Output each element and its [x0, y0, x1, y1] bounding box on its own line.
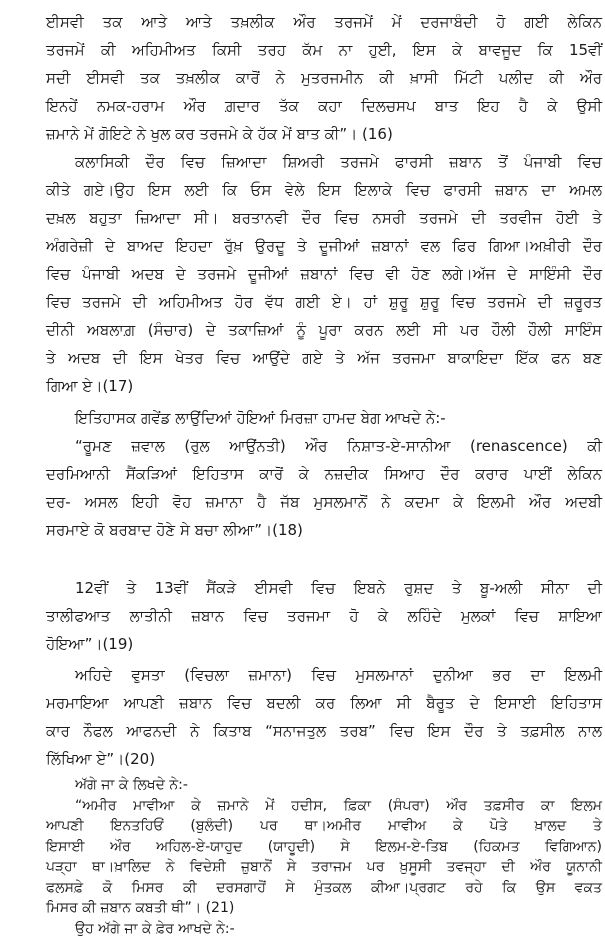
quote-line: ਇਸਾਈ ਔਰ ਅਹਿਲ-ਏ-ਯਾਹੁਦ (ਯਾਹੂਦੀ) ਸੇ ਇਲਮ-ਏ-ਤਿਬ (ਹਿਕਮਤ ਵਿਗਿਆਨ): [46, 838, 602, 855]
text-line: ਗਿਆ ਏ।(17): [46, 377, 134, 395]
paragraph-start-line: ਕਲਾਸਿਕੀ ਦੌਰ ਵਿਚ ਜ਼ਿਆਦਾ ਸ਼ਿਅਰੀ ਤਰਜਮੇ ਫਾਰਸੀ ਜ਼ਬਾਨ ਤੋਂ ਪੰਜਾਬੀ ਵਿਚ: [75, 153, 602, 171]
text-line: ਲਿੱਖਿਆ ਏ”।(20): [46, 750, 156, 768]
text-line: ਇਨਹੇਂ ਨਮਕ-ਹਰਾਮ ਔਰ ਗ਼ਦਾਰ ਤੱਕ ਕਹਾ ਦਿਲਚਸਪ ਬਾਤ ਇਹ ਹੈ ਕੇ ਉਸੀ: [46, 97, 602, 115]
text-line: ਕੀਤੇ ਗਏ।ਉਹ ਇਸ ਲਈ ਕਿ ਓਸ ਵੇਲੇ ਇਸ ਇਲਾਕੇ ਵਿਚ ਫਾਰਸੀ ਜ਼ਬਾਨ ਦਾ ਅਮਲ: [46, 181, 602, 199]
text-line: ਤਰਜਮੇਂ ਕੀ ਅਹਿਮੀਅਤ ਕਿਸੀ ਤਰਹ ਕੱਮ ਨਾ ਹੁਈ, ਇਸ ਕੇ ਬਾਵਜੂਦ ਕਿ 15ਵੀਂ: [46, 41, 602, 59]
paragraph-start-line: ਅੱਗੇ ਜਾ ਕੇ ਲਿਖਦੇ ਨੇ:-: [75, 777, 188, 793]
text-line: ਵਿਚ ਤਰਜਮੇ ਦੀ ਅਹਿਮੀਅਤ ਹੋਰ ਵੱਧ ਗਈ ਏ। ਹਾਂ ਸ਼ੁਰੂ ਸ਼ੁਰੂ ਵਿਚ ਤਰਜਮੇ ਦੀ ਜ਼ਰੂਰਤ: [46, 293, 602, 311]
paragraph-start-line: ਅਹਿਦੇ ਵੁਸਤਾ (ਵਿਚਲਾ ਜ਼ਮਾਨਾ) ਵਿਚ ਮੁਸਲਮਾਨਾਂ ਦੁਨੀਆ ਭਰ ਦਾ ਇਲਮੀ: [75, 666, 602, 684]
text-line: ਤਾਲੀਫਆਤ ਲਾਤੀਨੀ ਜ਼ਬਾਨ ਵਿਚ ਤਰਜਮਾ ਹੋ ਕੇ ਲਹਿੰਦੇ ਮੁਲਕਾਂ ਵਿਚ ਸ਼ਾਇਆ: [46, 607, 602, 625]
text-line: ਦਖ਼ਲ ਬਹੁਤਾ ਜ਼ਿਆਦਾ ਸੀ। ਬਰਤਾਨਵੀ ਦੌਰ ਵਿਚ ਨਸਰੀ ਤਰਜਮੇ ਦੀ ਤਰਵੀਜ ਹੋਈ ਤੇ: [46, 209, 602, 227]
quote-line: ਦਰ- ਅਸਲ ਇਹੀ ਵੋਹ ਜ਼ਮਾਨਾ ਹੈ ਜੱਬ ਮੁਸਲਮਾਨੋਂ ਨੇ ਕਦਮਾ ਕੇ ਇਲਮੀ ਔਰ ਅਦਬੀ: [46, 493, 602, 511]
text-line: ਸਦੀ ਈਸਵੀ ਤਕ ਤਖ਼ਲੀਕ ਕਾਰੋਂ ਨੇ ਮੁਤਰਜਮੀਨ ਕੀ ਖ਼ਾਸੀ ਮਿੱਟੀ ਪਲੀਦ ਕੀ ਔਰ: [46, 69, 602, 87]
paragraph-start-line: ਇਤਿਹਾਸਕ ਗਵੇਂਡ ਲਾਉਂਦਿਆਂ ਹੋਇਆਂ ਮਿਰਜ਼ਾ ਹਾਮਦ ਬੇਗ ਆਖਦੇ ਨੇ:-: [75, 409, 446, 427]
quote-line: ਆਪਣੀ ਇਨਤਹਿਓਂ (ਬੁਲੰਦੀ) ਪਰ ਥਾ।ਅਮੀਰ ਮਾਵੀਅ ਕੇ ਪੋਤੇ ਖ਼ਾਲਦ ਤੇ: [46, 818, 602, 834]
text-line: ਵਿਚ ਪੰਜਾਬੀ ਅਦਬ ਦੇ ਤਰਜਮੇ ਦੂਜੀਆਂ ਜ਼ਬਾਨਾਂ ਵਿਚ ਵੀ ਹੋਣ ਲਗੇ।ਅੱਜ ਦੇ ਸਾਇੰਸੀ ਦੌਰ: [46, 265, 602, 283]
text-line: ਹੋਇਆ”।(19): [46, 635, 134, 653]
text-line: ਮਰਮਾਇਆ ਆਪਣੀ ਜ਼ਬਾਨ ਵਿਚ ਬਦਲੀ ਕਰ ਲਿਆ ਸੀ ਬੈਰੂਤ ਦੇ ਇਸਾਈ ਇਹਿਤਾਸ: [46, 694, 602, 712]
text-line: ਅੰਗਰੇਜ਼ੀ ਦੇ ਬਾਅਦ ਇਹਦਾ ਰੁੱਖ਼ ਉਰਦੂ ਤੇ ਦੂਜੀਆਂ ਜ਼ਬਾਨਾਂ ਵਲ ਫਿਰ ਗਿਆ।ਅਖ਼ੀਰੀ ਦੌਰ: [46, 237, 602, 255]
quote-line: ਸਰਮਾਏ ਕੋ ਬਰਬਾਦ ਹੋਣੇ ਸੇ ਬਚਾ ਲੀਆ”।(18): [46, 521, 303, 539]
paragraph-start-line: ਉਹ ਅੱਗੇ ਜਾ ਕੇ ਫ਼ੇਰ ਆਖਦੇ ਨੇ:-: [75, 920, 235, 937]
paragraph-start-line: 12ਵੀਂ ਤੇ 13ਵੀਂ ਸੈਂਕੜੇ ਈਸਵੀ ਵਿਚ ਇਬਨੇ ਰੁਸ਼ਦ ਤੇ ਬੂ-ਅਲੀ ਸੀਨਾ ਦੀ: [75, 579, 602, 597]
quote-line: “ਰੂਮਣ ਜ਼ਵਾਲ (ਰੁਲ ਆਉਂਨਤੀ) ਔਰ ਨਿਸ਼ਾਤ-ਏ-ਸਾਨੀਆ (renascence) ਕੀ: [75, 437, 602, 455]
text-line: ਕਾਰ ਨੌਫਲ ਆਫਨਦੀ ਨੇ ਕਿਤਾਬ “ਸਨਾਜਤੁਲ ਤਰਬ” ਵਿਚ ਇਸ ਦੌਰ ਤੇ ਤਫ਼ਸੀਲ ਨਾਲ: [46, 722, 602, 740]
text-line: ਤੇ ਅਦਬ ਦੀ ਇਸ ਖੇਤਰ ਵਿਚ ਆਉਂਦੇ ਗਏ ਤੇ ਅੱਜ ਤਰਜਮਾ ਬਾਕਾਇਦਾ ਇੱਕ ਫਨ ਬਣ: [46, 349, 602, 367]
text-line: ਦੀਨੀ ਅਬਲਾਗ਼ (ਸੰਚਾਰ) ਦੇ ਤਕਾਜ਼ਿਆਂ ਨੂੰ ਪੂਰਾ ਕਰਨ ਲਈ ਸੀ ਪਰ ਹੌਲੀ ਹੌਲੀ ਸਾਇੰਸ: [46, 321, 602, 339]
quote-line: “ਅਮੀਰ ਮਾਵੀਆ ਕੇ ਜ਼ਮਾਨੇ ਮੇਂ ਹਦੀਸ, ਫ਼ਿਕਾ (ਸੰਪਰਾ) ਔਰ ਤਫ਼ਸੀਰ ਕਾ ਇਲਮ: [75, 797, 602, 814]
text-line: ਈਸਵੀ ਤਕ ਆਤੇ ਆਤੇ ਤਖ਼ਲੀਕ ਔਰ ਤਰਜਮੇਂ ਮੇਂ ਦਰਜਾਬੰਦੀ ਹੋ ਗਈ ਲੇਕਿਨ: [46, 13, 602, 31]
quote-line: ਪੜ੍ਹਾ ਥਾ।ਖ਼ਾਲਿਦ ਨੇ ਵਿਦੇਸ਼ੀ ਜ਼ੁਬਾਨੋਂ ਸੇ ਤਰਾਜਮ ਪਰ ਖ਼ੁਸੂਸੀ ਤਵਜ੍ਹਾ ਦੀ ਔਰ ਯੂਨਾਨੀ: [46, 859, 602, 875]
quote-line: ਮਿਸਰ ਕੀ ਜ਼ਬਾਨ ਕਬਤੀ ਥੀ”। (21): [46, 900, 235, 916]
quote-line: ਫਲਸਫ਼ੇ ਕੋ ਮਿਸਰ ਕੀ ਦਰਸਗਾਹੋਂ ਸੇ ਮੁੰਤਕਲ ਕੀਆ।ਪ੍ਰਗਟ ਰਹੇ ਕਿ ਉਸ ਵਕਤ: [46, 879, 602, 896]
quote-line: ਦਰਮਿਆਨੀ ਸੈਂਕੜਿਆਂ ਇਹਿਤਾਸ ਕਾਰੋਂ ਕੇ ਨਜ਼ਦੀਕ ਸਿਆਹ ਦੌਰ ਕਰਾਰ ਪਾਈਂ ਲੇਕਿਨ: [46, 465, 602, 483]
text-line: ਜ਼ਮਾਨੇ ਮੇਂ ਗੋਇਟੇ ਨੇ ਖੁਲ ਕਰ ਤਰਜਮੇ ਕੇ ਹੱਕ ਮੇਂ ਬਾਤ ਕੀ”। (16): [46, 125, 393, 143]
